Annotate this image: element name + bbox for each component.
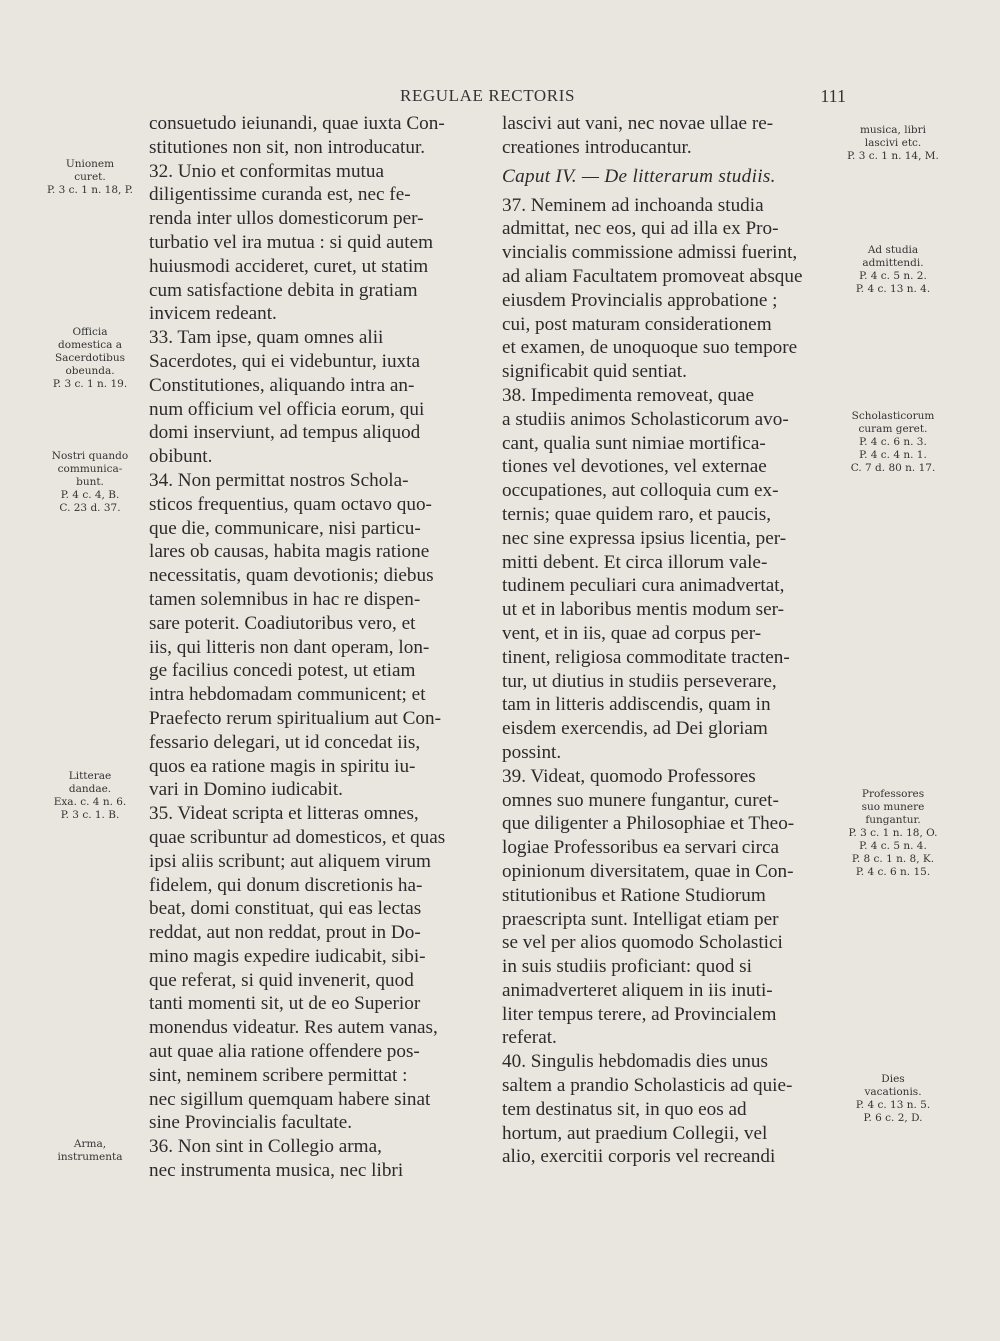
text-line: intra hebdomadam communicent; et [149, 684, 426, 706]
margin-note-line: Scholasticorum [851, 410, 935, 422]
text-line: necessitatis, quam devotionis; diebus [149, 565, 434, 587]
margin-note-line: P. 4 c. 6 n. 3. [859, 436, 927, 448]
text-line: monendus videatur. Res autem vanas, [149, 1017, 438, 1039]
text-line: significabit quid sentiat. [502, 361, 687, 383]
margin-note-line: bunt. [76, 476, 104, 488]
margin-note-line: P. 3 c. 1 n. 18, O. [848, 827, 938, 839]
margin-note-line: dandae. [68, 783, 112, 795]
margin-note-line: Ad studia [867, 244, 919, 256]
margin-note-line: P. 3 c. 1 n. 14, M. [847, 150, 939, 162]
text-line: 36. Non sint in Collegio arma, [149, 1136, 382, 1158]
margin-note-line: P. 4 c. 13 n. 5. [855, 1099, 931, 1111]
margin-note [40, 158, 140, 197]
text-line: praescripta sunt. Intelligat etiam per [502, 908, 779, 930]
text-line: 40. Singulis hebdomadis dies unus [502, 1051, 768, 1073]
left-text-column [149, 112, 483, 1183]
text-line: nec sine expressa ipsius licentia, per- [502, 527, 787, 549]
text-line: aut quae alia ratione offendere pos- [149, 1041, 420, 1063]
text-line: opinionum diversitatem, quae in Con- [502, 860, 794, 882]
text-line: beat, domi constituat, qui eas lectas [149, 898, 422, 920]
margin-note [838, 410, 948, 475]
margin-note-line: P. 3 c. 1. B. [60, 809, 120, 821]
margin-note-line: obeunda. [65, 365, 115, 377]
margin-note-line: Litterae [68, 770, 112, 782]
margin-note-line: vacationis. [864, 1086, 922, 1098]
right-column-main-lines [502, 194, 832, 1170]
text-line: fessario delegari, ut id concedat iis, [149, 731, 421, 753]
margin-note [40, 1138, 140, 1164]
text-line: hortum, aut praedium Collegii, vel [502, 1122, 768, 1144]
text-line: renda inter ullos domesticorum per- [149, 208, 424, 230]
margin-note-line: Sacerdotibus [54, 352, 126, 364]
text-line: tanti momenti sit, ut de eo Superior [149, 993, 421, 1015]
margin-note-line: Dies [881, 1073, 905, 1085]
text-line: omnes suo munere fungantur, curet- [502, 789, 779, 811]
text-line: lascivi aut vani, nec novae ullae re- [502, 113, 774, 134]
text-line: tudinem peculiari cura animadvertat, [502, 575, 785, 597]
text-line: cum satisfactione debita in gratiam [149, 279, 418, 301]
text-line: lares ob causas, habita magis ratione [149, 541, 430, 563]
text-line: Constitutiones, aliquando intra an- [149, 374, 415, 396]
text-line: 38. Impedimenta removeat, quae [502, 384, 755, 406]
text-line: stitutiones non sit, non introducatur. [149, 136, 426, 158]
text-line: tiones vel devotiones, vel externae [502, 456, 767, 478]
margin-note-line: Unionem [65, 158, 115, 170]
text-line: sticos frequentius, quam octavo quo- [149, 493, 432, 515]
margin-note [838, 124, 948, 163]
text-line: Praefecto rerum spiritualium aut Con- [149, 707, 441, 729]
margin-note [838, 1073, 948, 1125]
chapter-heading: Caput IV. — De litterarum studiis. [502, 165, 776, 187]
text-line: 34. Non permittat nostros Schola- [149, 469, 409, 491]
margin-note-line: admittendi. [862, 257, 924, 269]
text-line: sine Provincialis facultate. [149, 1112, 353, 1134]
margin-note-line: curam geret. [858, 423, 928, 435]
text-line: cui, post maturam considerationem [502, 313, 772, 335]
text-line: domi inserviunt, ad tempus aliquod [149, 422, 421, 444]
text-line: creationes introducantur. [502, 136, 692, 158]
text-line: alio, exercitii corporis vel recreandi [502, 1146, 776, 1168]
text-line: nec sigillum quemquam habere sinat [149, 1088, 431, 1110]
right-column-opening-lines [502, 112, 832, 160]
text-line: occupationes, aut colloquia cum ex- [502, 480, 779, 502]
text-line: reddat, aut non reddat, prout in Do- [149, 922, 421, 944]
text-line: liter tempus terere, ad Provincialem [502, 1003, 777, 1025]
margin-note-line: P. 6 c. 2, D. [863, 1112, 923, 1124]
text-line: se vel per alios quomodo Scholastici [502, 932, 783, 954]
margin-note-line: Officia [72, 326, 108, 338]
margin-note-line: domestica a [58, 339, 122, 351]
text-line: Sacerdotes, qui ei videbuntur, iuxta [149, 350, 420, 372]
margin-note-line: curet. [74, 171, 106, 183]
text-line: ipsi aliis scribunt; aut aliquem virum [149, 850, 431, 872]
right-text-column [502, 112, 832, 1169]
margin-note-line: P. 4 c. 13 n. 4. [855, 283, 931, 295]
margin-note-line: musica, libri [859, 124, 927, 136]
margin-note-line: P. 8 c. 1 n. 8, K. [851, 853, 935, 865]
margin-note-line: Professores [861, 788, 925, 800]
text-line: invicem redeant. [149, 303, 277, 325]
text-line: eiusdem Provincialis approbatione ; [502, 289, 778, 311]
text-line: cant, qualia sunt nimiae mortifica- [502, 432, 766, 454]
text-line: animadverteret aliquem in iis inuti- [502, 979, 773, 1001]
text-line: que die, communicare, nisi particu- [149, 517, 421, 539]
margin-note [838, 244, 948, 296]
margin-note-line: Nostri quando [51, 450, 129, 462]
margin-note-line: P. 4 c. 5 n. 2. [859, 270, 927, 282]
text-line: et examen, de unoquoque suo tempore [502, 337, 798, 359]
text-line: referat. [502, 1027, 557, 1049]
text-line: ad aliam Facultatem promoveat absque [502, 265, 803, 287]
text-line: tinent, religiosa commoditate tracten- [502, 646, 790, 668]
text-line: eisdem exercendis, ad Dei gloriam [502, 718, 768, 740]
text-line: possint. [502, 741, 562, 763]
text-line: que referat, si quid invenerit, quod [149, 969, 414, 991]
margin-note-line: P. 3 c. 1 n. 18, P. [47, 184, 133, 196]
text-line: sint, neminem scribere permittat : [149, 1064, 408, 1086]
margin-note-line: lascivi etc. [864, 137, 922, 149]
text-line: vari in Domino iudicabit. [149, 779, 343, 801]
text-line: in suis studiis proficiant: quod si [502, 956, 752, 978]
text-line: mino magis expedire iudicabit, sibi- [149, 945, 426, 967]
text-line: 33. Tam ipse, quam omnes alii [149, 327, 384, 349]
text-line: 39. Videat, quomodo Professores [502, 765, 756, 787]
text-line: mitti debent. Et circa illorum vale- [502, 551, 768, 573]
margin-note [40, 770, 140, 822]
text-line: huiusmodi accideret, curet, ut statim [149, 255, 429, 277]
margin-note-line: P. 3 c. 1 n. 19. [52, 378, 128, 390]
text-line: quos ea ratione magis in spiritu iu- [149, 755, 416, 777]
margin-note-line: C. 7 d. 80 n. 17. [850, 462, 936, 474]
text-line: stitutionibus et Ratione Studiorum [502, 884, 766, 906]
margin-note-line: instrumenta [57, 1151, 123, 1163]
text-line: vent, et in iis, quae ad corpus per- [502, 622, 762, 644]
text-line: tamen solemnibus in hac re dispen- [149, 588, 421, 610]
text-line: num officium vel officia eorum, qui [149, 398, 425, 420]
text-line: iis, qui litteris non dant operam, lon- [149, 636, 430, 658]
margin-note-line: P. 4 c. 4, B. [60, 489, 120, 501]
text-line: vincialis commissione admissi fuerint, [502, 242, 798, 264]
text-line: obibunt. [149, 446, 213, 468]
margin-note-line: communica- [57, 463, 123, 475]
text-line: fidelem, qui donum discretionis ha- [149, 874, 423, 896]
text-line: 37. Neminem ad inchoanda studia [502, 194, 764, 216]
margin-note [838, 788, 948, 879]
text-line: ternis; quae quidem raro, et paucis, [502, 503, 772, 525]
text-line: ge facilius concedi potest, ut etiam [149, 660, 416, 682]
margin-note [40, 450, 140, 515]
text-line: quae scribuntur ad domesticos, et quas [149, 826, 446, 848]
text-line: logiae Professoribus ea servari circa [502, 837, 780, 859]
running-header-title: REGULAE RECTORIS [400, 86, 576, 105]
margin-note-line: C. 23 d. 37. [59, 502, 121, 514]
margin-note-line: P. 4 c. 6 n. 15. [855, 866, 931, 878]
margin-note-line: P. 4 c. 5 n. 4. [859, 840, 927, 852]
text-line: 35. Videat scripta et litteras omnes, [149, 803, 419, 825]
text-line: que diligenter a Philosophiae et Theo- [502, 813, 795, 835]
text-line: diligentissime curanda est, nec fe- [149, 184, 411, 206]
text-line: sare poterit. Coadiutoribus vero, et [149, 612, 416, 634]
page-number: 111 [820, 86, 846, 106]
text-line: tem destinatus sit, in quo eos ad [502, 1098, 747, 1120]
margin-note-line: Arma, [73, 1138, 107, 1150]
text-line: consuetudo ieiunandi, quae iuxta Con- [149, 113, 445, 134]
text-line: ut et in laboribus mentis modum ser- [502, 599, 785, 621]
text-line: tur, ut diutius in studiis perseverare, [502, 670, 777, 692]
text-line: admittat, nec eos, qui ad illa ex Pro- [502, 218, 779, 240]
margin-note-line: fungantur. [865, 814, 921, 826]
text-line: tam in litteris addiscendis, quam in [502, 694, 771, 716]
text-line: turbatio vel ira mutua : si quid autem [149, 231, 434, 253]
text-line: nec instrumenta musica, nec libri [149, 1160, 404, 1182]
text-line: 32. Unio et conformitas mutua [149, 160, 385, 182]
text-line: saltem a prandio Scholasticis ad quie- [502, 1075, 793, 1097]
margin-note-line: P. 4 c. 4 n. 1. [859, 449, 927, 461]
margin-note-line: suo munere [861, 801, 925, 813]
margin-note [40, 326, 140, 391]
text-line: a studiis animos Scholasticorum avo- [502, 408, 789, 430]
margin-note-line: Exa. c. 4 n. 6. [53, 796, 127, 808]
